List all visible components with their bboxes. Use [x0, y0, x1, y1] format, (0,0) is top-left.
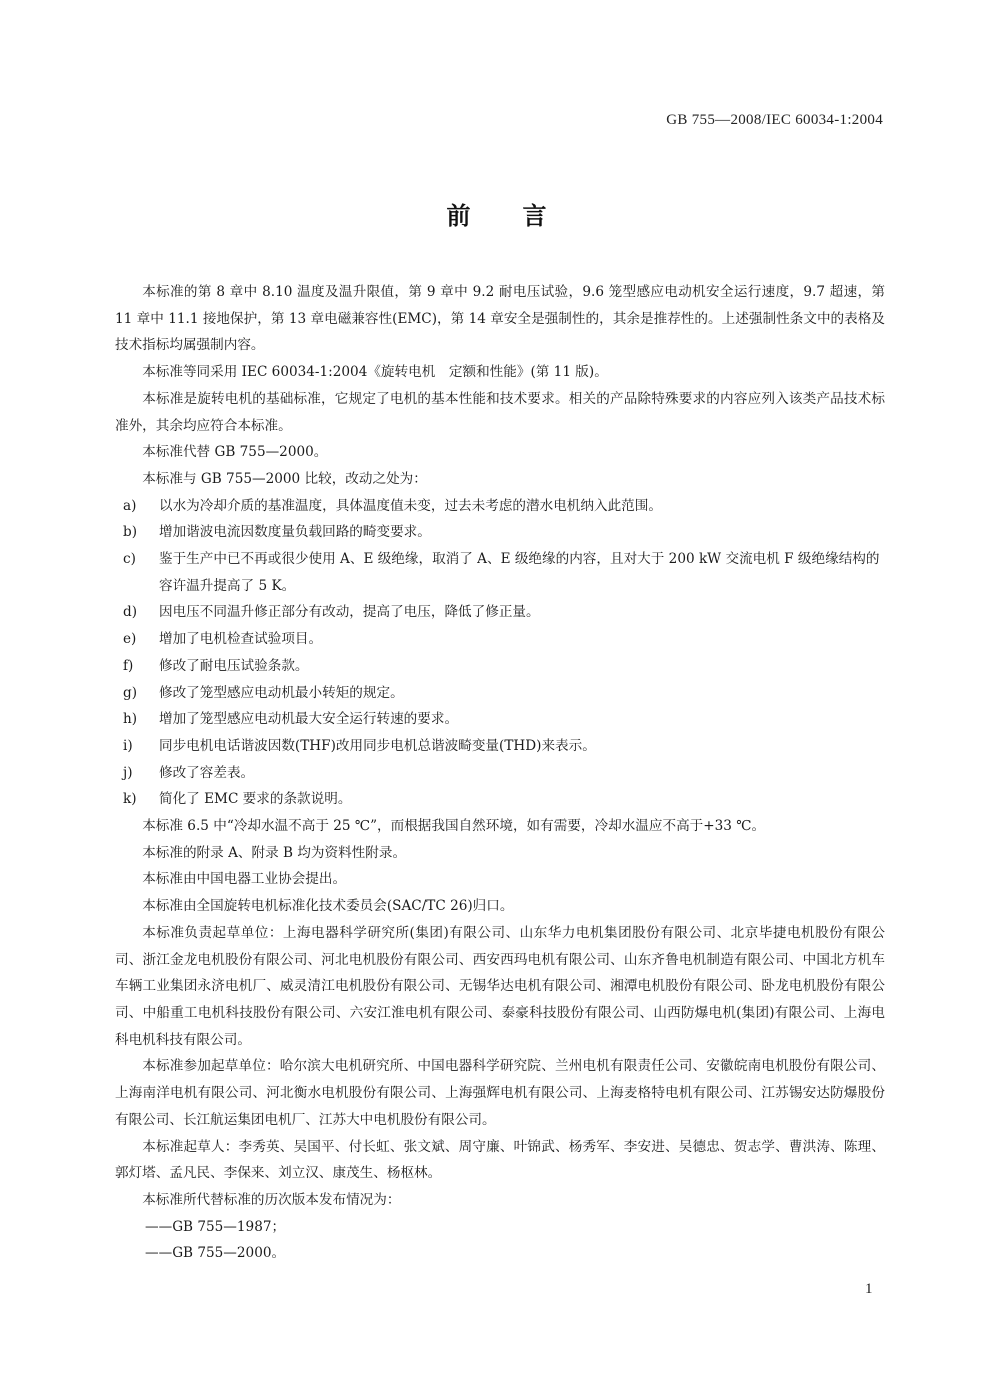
- list-item-text: 增加了笼型感应电动机最大安全运行转速的要求。: [159, 711, 459, 728]
- list-item-text: 修改了耐电压试验条款。: [159, 657, 309, 674]
- list-item-text: 增加了电机检查试验项目。: [159, 631, 323, 648]
- list-item-text: 修改了容差表。: [159, 764, 255, 781]
- list-item: [115, 519, 885, 546]
- list-item-text: 简化了 EMC 要求的条款说明。: [159, 791, 352, 808]
- list-item-label: i): [123, 737, 133, 754]
- paragraph: 本标准是旋转电机的基础标准，它规定了电机的基本性能和技术要求。相关的产品除特殊要求的内容应列入该类产品技术标准外，其余均应符合本标准。: [115, 390, 885, 434]
- standard-code: GB 755—2008/IEC 60034-1:2004: [666, 112, 883, 128]
- list-item: [115, 786, 885, 813]
- list-item: [115, 653, 885, 680]
- paragraph: 本标准 6.5 中“冷却水温不高于 25 ℃”，而根据我国自然环境，如有需要，冷却水温应不高于+33 ℃。: [142, 818, 766, 835]
- list-item-text: 以水为冷却介质的基准温度，具体温度值未变，过去未考虑的潜水电机纳入此范围。: [159, 497, 662, 514]
- list-item: [115, 680, 885, 707]
- list-item: [115, 599, 885, 626]
- list-item-text: 修改了笼型感应电动机最小转矩的规定。: [159, 684, 404, 701]
- list-item-label: b): [123, 524, 138, 541]
- list-item-label: e): [123, 631, 137, 648]
- history-item: ——GB 755—2000。: [145, 1245, 286, 1262]
- list-item-label: d): [123, 604, 138, 621]
- list-item-label: k): [123, 791, 137, 808]
- paragraph: 本标准起草人：李秀英、吴国平、付长虹、张文斌、周守廉、叶锦武、杨秀军、李安进、吴德忠、贺志学、曹洪涛、陈理、郭灯塔、孟凡民、李保来、刘立汉、康茂生、杨枢林。: [115, 1138, 885, 1182]
- page-title: 前言: [446, 201, 599, 230]
- list-item: [115, 626, 885, 653]
- list-item: [115, 546, 885, 599]
- list-item: [115, 706, 885, 733]
- page-number: 1: [865, 1281, 873, 1297]
- list-item-label: g): [123, 684, 138, 701]
- list-item-text: 因电压不同温升修正部分有改动，提高了电压，降低了修正量。: [159, 604, 540, 621]
- paragraph: 本标准所代替标准的历次版本发布情况为：: [142, 1191, 401, 1208]
- history-item: ——GB 755—1987；: [145, 1218, 286, 1235]
- list-item-text: 同步电机电话谐波因数(THF)改用同步电机总谐波畸变量(THD)来表示。: [159, 737, 596, 754]
- paragraph: 本标准由全国旋转电机标准化技术委员会(SAC/TC 26)归口。: [142, 898, 514, 915]
- list-item: [115, 760, 885, 787]
- list-item-label: h): [123, 711, 138, 728]
- list-item-text: 增加谐波电流因数度量负载回路的畸变要求。: [159, 524, 431, 541]
- list-item-label: f): [123, 657, 134, 674]
- list-item-text: 鉴于生产中已不再或很少使用 A、E 级绝缘，取消了 A、E 级绝缘的内容，且对大于 200 kW 交流电机 F 级绝缘结构的容许温升提高了 5 K。: [159, 551, 880, 594]
- paragraph: 本标准的附录 A、附录 B 均为资料性附录。: [142, 844, 407, 861]
- list-item: [115, 733, 885, 760]
- list-item: [115, 493, 885, 520]
- paragraph: 本标准由中国电器工业协会提出。: [142, 871, 347, 888]
- list-item-label: a): [123, 497, 137, 514]
- list-item-label: c): [123, 551, 136, 568]
- list-item-label: j): [123, 764, 133, 781]
- paragraph: 本标准参加起草单位：哈尔滨大电机研究所、中国电器科学研究院、兰州电机有限责任公司、安徽皖南电机股份有限公司、上海南洋电机有限公司、河北衡水电机股份有限公司、上海强辉电机有限公司、上海麦格特电机有限公司、江苏锡安达防爆股份有限公司、长江航运集团电机厂、江苏大中电机股份有限公司。: [115, 1058, 885, 1128]
- paragraph: 本标准代替 GB 755—2000。: [142, 444, 328, 461]
- paragraph: 本标准负责起草单位：上海电器科学研究所(集团)有限公司、山东华力电机集团股份有限公司、北京毕捷电机股份有限公司、浙江金龙电机股份有限公司、河北电机股份有限公司、西安西玛电机有限公司、山东齐鲁电机制造有限公司、中国北方机车车辆工业集团永济电机厂、威灵清江电机股份有限公司、无锡华达电机有限公司、湘潭电机股份有限公司、卧龙电机股份有限公司、中船重工电机科技股份有限公司、六安江淮电机有限公司、泰豪科技股份有限公司、山西防爆电机(集团)有限公司、上海电科电机科技有限公司。: [115, 924, 885, 1048]
- paragraph: 本标准等同采用 IEC 60034-1:2004《旋转电机 定额和性能》(第 11 版)。: [142, 364, 608, 381]
- foreword-body: [115, 279, 885, 1267]
- paragraph: 本标准的第 8 章中 8.10 温度及温升限值，第 9 章中 9.2 耐电压试验，9.6 笼型感应电动机安全运行速度，9.7 超速，第 11 章中 11.1 接地保护，第 13 章电磁兼容性(EMC)，第 14 章安全是强制性的，其余是推荐性的。上述强制性条文中的表格及技术指标均属强制内容。: [115, 284, 885, 354]
- paragraph: 本标准与 GB 755—2000 比较，改动之处为：: [142, 470, 427, 487]
